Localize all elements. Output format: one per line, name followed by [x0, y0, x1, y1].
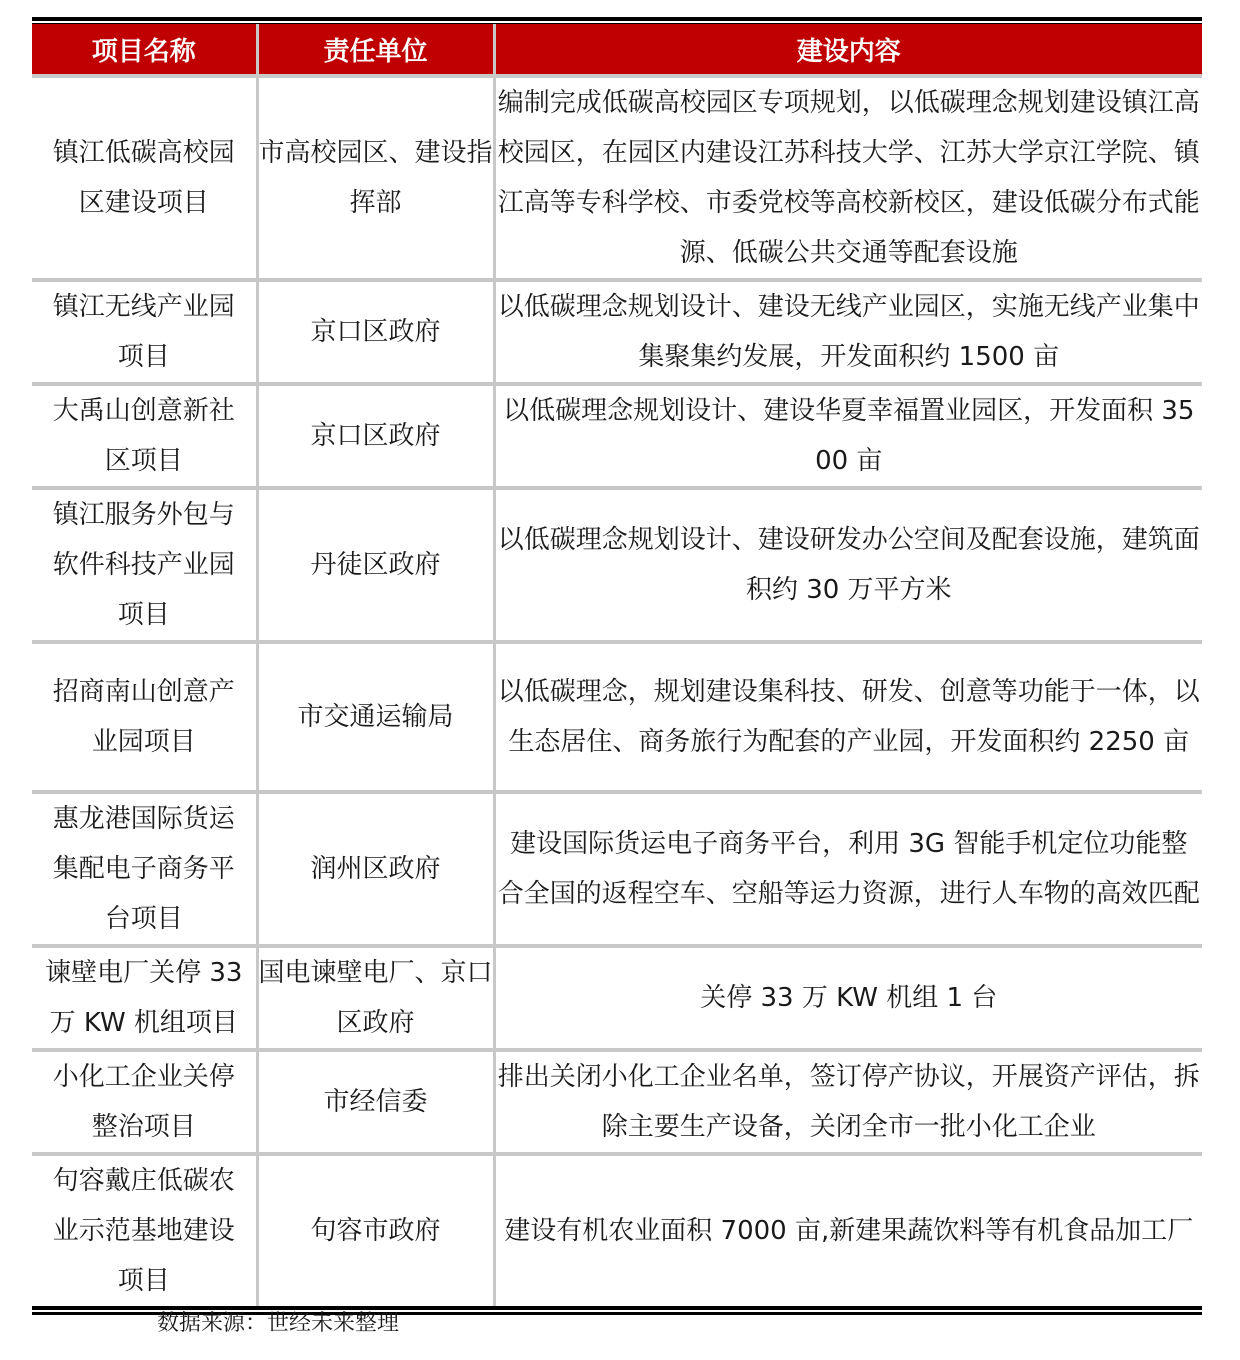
responsible-unit-cell: 市经信委 — [257, 1050, 494, 1154]
project-name-cell: 镇江无线产业园项目 — [32, 280, 257, 384]
construction-content-cell: 以低碳理念规划设计、建设华夏幸福置业园区，开发面积 3500 亩 — [494, 384, 1202, 488]
construction-content-cell: 以低碳理念，规划建设集科技、研发、创意等功能于一体，以生态居住、商务旅行为配套的产业园，开发面积约 2250 亩 — [494, 642, 1202, 792]
table-row — [32, 1154, 1202, 1306]
construction-content-cell: 建设有机农业面积 7000 亩,新建果蔬饮料等有机食品加工厂 — [494, 1154, 1202, 1306]
column-header-project-name: 项目名称 — [32, 24, 257, 76]
project-name-cell: 谏壁电厂关停 33 万 KW 机组项目 — [32, 946, 257, 1050]
construction-content-cell: 以低碳理念规划设计、建设研发办公空间及配套设施，建筑面积约 30 万平方米 — [494, 488, 1202, 642]
responsible-unit-cell: 国电谏壁电厂、京口区政府 — [257, 946, 494, 1050]
responsible-unit-cell: 润州区政府 — [257, 792, 494, 946]
projects-table-container — [32, 17, 1202, 1315]
construction-content-cell: 关停 33 万 KW 机组 1 台 — [494, 946, 1202, 1050]
project-name-cell: 镇江低碳高校园区建设项目 — [32, 76, 257, 280]
responsible-unit-cell: 京口区政府 — [257, 280, 494, 384]
responsible-unit-cell: 京口区政府 — [257, 384, 494, 488]
table-row — [32, 488, 1202, 642]
construction-content-cell: 编制完成低碳高校园区专项规划，以低碳理念规划建设镇江高校园区，在园区内建设江苏科技大学、江苏大学京江学院、镇江高等专科学校、市委党校等高校新校区，建设低碳分布式能源、低碳公共交通等配套设施 — [494, 76, 1202, 280]
table-row — [32, 1050, 1202, 1154]
table-row — [32, 280, 1202, 384]
responsible-unit-cell: 丹徒区政府 — [257, 488, 494, 642]
project-name-cell: 招商南山创意产业园项目 — [32, 642, 257, 792]
table-row — [32, 792, 1202, 946]
table-header-row — [32, 24, 1202, 76]
construction-content-cell: 建设国际货运电子商务平台，利用 3G 智能手机定位功能整合全国的返程空车、空船等运力资源，进行人车物的高效匹配 — [494, 792, 1202, 946]
construction-content-cell: 以低碳理念规划设计、建设无线产业园区，实施无线产业集中集聚集约发展，开发面积约 1500 亩 — [494, 280, 1202, 384]
table-row — [32, 946, 1202, 1050]
project-name-cell: 惠龙港国际货运集配电子商务平台项目 — [32, 792, 257, 946]
project-name-cell: 小化工企业关停整治项目 — [32, 1050, 257, 1154]
construction-content-cell: 排出关闭小化工企业名单，签订停产协议，开展资产评估，拆除主要生产设备，关闭全市一批小化工企业 — [494, 1050, 1202, 1154]
project-name-cell: 句容戴庄低碳农业示范基地建设项目 — [32, 1154, 257, 1306]
column-header-construction-content: 建设内容 — [494, 24, 1202, 76]
responsible-unit-cell: 市交通运输局 — [257, 642, 494, 792]
responsible-unit-cell: 句容市政府 — [257, 1154, 494, 1306]
table-row — [32, 384, 1202, 488]
project-name-cell: 大禹山创意新社区项目 — [32, 384, 257, 488]
projects-table — [32, 24, 1202, 1306]
source-note: 数据来源：世经未来整理 — [157, 1311, 400, 1336]
table-row — [32, 642, 1202, 792]
project-name-cell: 镇江服务外包与软件科技产业园项目 — [32, 488, 257, 642]
responsible-unit-cell: 市高校园区、建设指挥部 — [257, 76, 494, 280]
table-row — [32, 76, 1202, 280]
column-header-responsible-unit: 责任单位 — [257, 24, 494, 76]
